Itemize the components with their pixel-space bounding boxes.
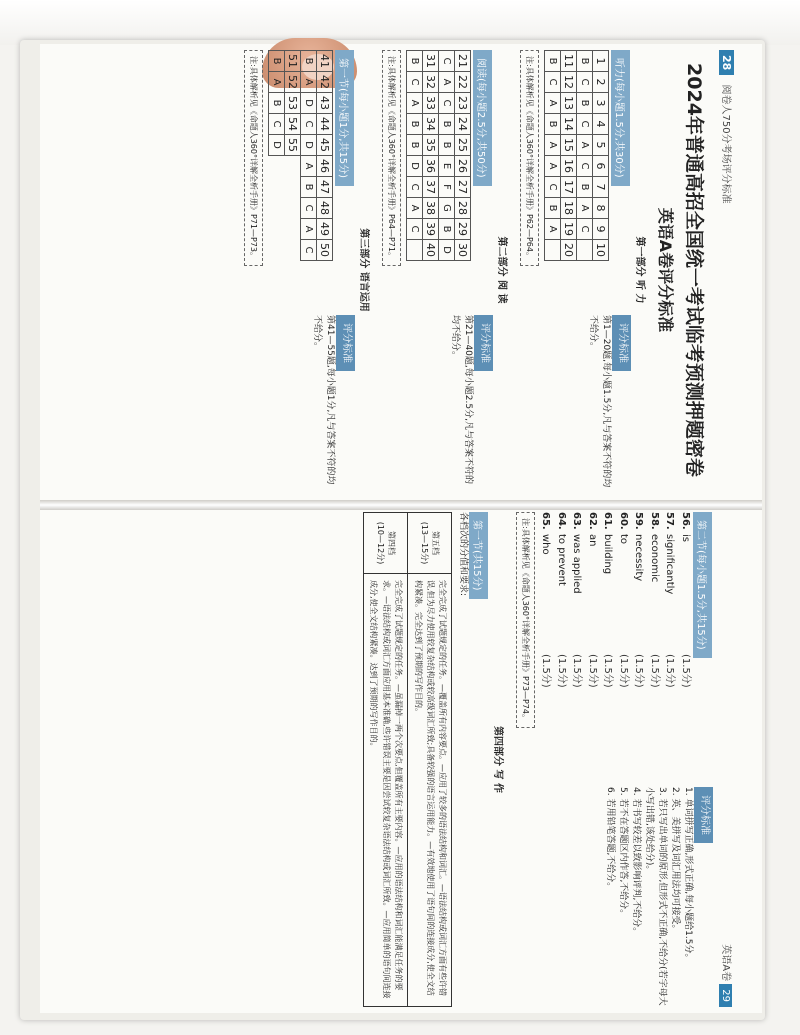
criteria-intro: 各档次的分值和要求: [458,512,468,597]
fill-in-answer-line [616,512,632,777]
answer-cell: A [545,93,561,114]
question-number: 64. [556,512,567,530]
answer-cell: A [545,156,561,177]
question-number: 56. [680,512,691,530]
question-number: 43 [317,93,333,114]
answer-cell: F [439,177,455,198]
answer-word: economic [649,534,660,583]
writing-section-bar: 第一节(共15分) [469,512,488,599]
fill-in-note: 注:具体解析见《命题人360°详解全析手册》P73—P74。 [516,512,535,728]
answer-points: (1.5分) [633,654,645,688]
scoring-rule: 2. 英、美拼写及词汇用法均可接受。 [670,787,681,934]
answer-cell: C [407,177,423,198]
answer-cell: A [301,72,317,93]
answer-cell: D [407,156,423,177]
fill-in-answer-line [647,512,663,777]
question-number: 49 [317,219,333,240]
question-number-row [593,51,609,261]
fill-in-answer-line [554,512,570,777]
answer-cell [577,240,593,261]
question-number: 9 [593,219,609,240]
answer-cell: B [577,93,593,114]
question-number: 21 [455,51,471,72]
answer-cell: B [269,93,285,114]
question-number: 6 [593,156,609,177]
question-number: 62. [587,512,598,530]
part2-bar: 阅读(每小题2.5分,共50分) [473,50,492,186]
answer-cell: C [545,72,561,93]
answer-cell: A [269,72,285,93]
answer-points: (1.5分) [649,654,660,688]
answer-cell: B [545,198,561,219]
part3-answer-table [268,50,333,261]
question-number: 59. [633,512,645,530]
part2-note: 注:具体解析见《命题人360°详解全析手册》P64—P71。 [382,50,401,266]
lower-running-head [719,512,735,1007]
question-number: 25 [455,135,471,156]
part1-bar: 听力(每小题1.5分,共30分) [611,50,630,186]
question-number: 54 [285,114,301,135]
answer-cell: B [407,51,423,72]
fill-in-rules [513,787,713,1007]
answer-points: (1.5分) [680,654,691,688]
answer-points: (1.5分) [540,654,552,688]
question-number: 40 [423,240,439,261]
question-number: 51 [285,51,301,72]
criteria-table [363,512,452,1007]
question-number: 11 [561,51,577,72]
answer-cell: D [439,240,455,261]
grade-label: 第四档 [386,531,396,555]
answer-cell: B [407,135,423,156]
question-number: 26 [455,156,471,177]
fill-in-answer-line [600,512,616,777]
upper-page-number: 28 [719,50,734,75]
question-number: 2 [593,72,609,93]
question-number: 58. [649,512,660,530]
part2-rule-column [379,315,493,490]
exam-title: 2024年普通高招全国统一考试临考预测押题密卷 [683,63,705,477]
fill-in-bar: 第二节(每小题1.5分,共15分) [693,512,712,658]
question-number: 36 [423,156,439,177]
answer-points: (1.5分) [602,654,614,688]
question-number: 48 [317,198,333,219]
part2-section [379,50,493,490]
criteria-text: 完全完成了试题规定的任务。—虽漏掉一两个次要点,但覆盖所有主要内容。—应用的语法结构和词汇能满足任务的要求。—语法结构或词汇方面应用基本准确,些许错误主要是因尝试较复杂语法结构或词汇所致。—应用简单的语句间连接成分,使全文结构紧凑。达到了预期的写作目的。 [369,580,404,999]
fill-in-answer-line [631,512,647,777]
question-number: 12 [561,72,577,93]
question-number: 44 [317,114,333,135]
question-number: 39 [423,219,439,240]
answer-points: (1.5分) [618,654,629,688]
answer-cell: C [301,198,317,219]
part2-heading: 第二部分 阅 读 [496,236,507,304]
answer-points: (1.5分) [664,654,676,688]
question-number: 27 [455,177,471,198]
answer-cell: D [269,135,285,156]
part3-note: 注:具体解析见《命题人360°详解全析手册》P71—P73。 [244,50,263,266]
part1-rule-column [517,315,631,490]
question-number: 28 [455,198,471,219]
question-number: 32 [423,72,439,93]
question-number: 23 [455,93,471,114]
question-number-row [455,51,471,261]
answer-row [407,51,423,261]
answer-row [545,51,561,261]
answer-word: who [540,534,552,555]
top-shadow [0,0,800,45]
question-number: 1 [593,51,609,72]
answer-cell: C [301,114,317,135]
part1-section [517,50,631,490]
answer-cell: A [407,198,423,219]
question-number: 13 [561,93,577,114]
grade-range: (10—12分) [375,521,385,565]
book-spine [40,500,762,510]
question-number: 37 [423,177,439,198]
question-number: 35 [423,135,439,156]
answer-word: an [587,534,598,547]
answer-points: (1.5分) [556,654,567,688]
part2-score-bar: 评分标准 [475,315,494,371]
answer-cell: D [301,93,317,114]
answer-word: is [680,534,691,542]
part3-score-bar: 评分标准 [337,315,356,371]
scoring-rule: 6. 若用铅笔答题,不给分。 [605,787,616,892]
answer-cell: B [577,51,593,72]
question-number: 4 [593,114,609,135]
answer-word: was applied [571,534,583,594]
fill-in-answer-line [585,512,601,777]
part3-rule: 第41—55题,每小题1分,凡与答案不符的均不给分。 [312,315,336,485]
answer-cell: A [407,93,423,114]
fill-in-answer-line [569,512,585,777]
question-number: 45 [317,135,333,156]
answer-cell: A [545,135,561,156]
part1-heading: 第一部分 听 力 [634,236,645,304]
answer-cell: C [577,219,593,240]
question-number: 29 [455,219,471,240]
lower-page-number: 29 [719,984,732,1007]
answer-cell: C [301,240,317,261]
question-number: 15 [561,135,577,156]
upper-page-content [45,50,735,490]
answer-row [439,51,455,261]
question-number: 61. [602,512,614,530]
part1-answer-table [544,50,609,261]
question-number: 47 [317,177,333,198]
part1-score-bar: 评分标准 [613,315,632,371]
lower-running-head-text: 英语A卷 [720,944,731,982]
part3-answer-column [241,50,355,305]
scoring-rule: 3. 若只写出单词的原形,但形式不正确,不给分(若字母大小写出错,该处给分)。 [644,787,668,1006]
question-number: 46 [317,156,333,177]
answer-cell: A [301,156,317,177]
part4-heading: 第四部分 写 作 [492,726,503,793]
question-number-row [423,51,439,261]
answer-points: (1.5分) [571,654,583,688]
upper-running-head [719,50,735,490]
criteria-row [407,513,451,1006]
answer-row [301,51,317,261]
question-number: 52 [285,72,301,93]
question-number: 18 [561,198,577,219]
answer-cell: B [301,51,317,72]
answer-row [577,51,593,261]
answer-word: to [618,534,629,545]
question-number: 38 [423,198,439,219]
question-number-row [317,51,333,261]
answer-cell: B [439,114,455,135]
answer-cell: C [407,219,423,240]
question-number: 55 [285,135,301,156]
question-number: 57. [664,512,676,530]
answer-cell [407,240,423,261]
fill-in-answer-line [662,512,678,777]
answer-cell: B [545,114,561,135]
answer-cell: C [577,114,593,135]
question-number: 10 [593,240,609,261]
question-number: 17 [561,177,577,198]
answer-cell: E [439,156,455,177]
upper-running-head-text: 阅卷人750分考场评分标准 [720,84,731,204]
criteria-row [364,513,407,1006]
fill-in-rule-list [603,787,694,1007]
answer-word: building [602,534,614,575]
answer-word: significantly [664,534,676,595]
answer-cell: A [439,72,455,93]
question-number: 53 [285,93,301,114]
answer-cell: B [545,51,561,72]
scoring-rule: 5. 若不在答题区内作答,不给分。 [618,787,629,919]
answer-cell: C [577,72,593,93]
grade-label: 第五档 [430,531,440,555]
answer-cell: C [439,51,455,72]
question-number: 31 [423,51,439,72]
question-number: 19 [561,219,577,240]
exam-subtitle: 英语A卷评分标准 [656,207,675,333]
fill-in-answer-line [678,512,694,777]
answer-cell: B [439,219,455,240]
fill-in-section [513,512,713,1007]
part3-rule-column [241,315,355,490]
lower-page-content [45,512,735,1007]
criteria-grade [408,513,451,574]
criteria-grade [364,513,407,574]
question-number: 20 [561,240,577,261]
answer-cell: B [301,177,317,198]
question-number: 22 [455,72,471,93]
fill-in-answer-line [538,512,554,777]
answer-word: to prevent [556,534,567,586]
question-number: 5 [593,135,609,156]
part1-answer-column [517,50,631,305]
answer-cell: B [407,114,423,135]
part3-bar: 第一节(每小题1分,共15分) [335,50,354,186]
answer-cell: A [545,219,561,240]
fill-in-answers [513,512,713,777]
part3-section [241,50,355,490]
answer-points: (1.5分) [587,654,598,688]
answer-cell: B [269,51,285,72]
question-number: 7 [593,177,609,198]
question-number: 65. [540,512,552,530]
answer-cell: C [269,114,285,135]
answer-word: necessity [633,534,645,582]
answer-cell: A [577,135,593,156]
question-number: 42 [317,72,333,93]
question-number: 24 [455,114,471,135]
question-number: 3 [593,93,609,114]
question-number: 60. [618,512,629,530]
answer-cell: G [439,198,455,219]
question-number: 14 [561,114,577,135]
grade-range: (13—15分) [419,521,429,565]
answer-cell: C [577,156,593,177]
answer-row [269,51,285,261]
part2-answer-column [379,50,493,305]
question-number: 30 [455,240,471,261]
question-number-row [561,51,577,261]
criteria-text: 完全完成了试题规定的任务。—覆盖所有内容要点。—应用了较多的语法结构和词汇。—语法结构或词汇方面有些许错误,但为尽力使用较复杂结构或较高级词汇所致;具备较强的语言运用能力。—有效地使用了语句间的连接成分,使全文结构紧凑。完全达到了预期的写作目的。 [413,580,448,996]
fill-in-answer-list [538,512,693,777]
question-number: 41 [317,51,333,72]
answer-cell: D [301,135,317,156]
part1-rule: 第1—20题,每小题1.5分,凡与答案不符的均不给分。 [588,315,612,488]
part3-heading: 第三部分 语言运用 [358,228,369,312]
question-number: 33 [423,93,439,114]
question-number: 8 [593,198,609,219]
scoring-rule: 1. 单词拼写正确,形式正确,每小题给1.5分。 [683,787,694,963]
answer-cell: B [577,177,593,198]
part1-note: 注:具体解析见《命题人360°详解全析手册》P62—P64。 [520,50,539,266]
part2-rule: 第21—40题,每小题2.5分,凡与答案不符的均不给分。 [450,315,474,484]
part2-answer-table [406,50,471,261]
question-number: 34 [423,114,439,135]
question-number: 63. [571,512,583,530]
question-number: 50 [317,240,333,261]
answer-cell: C [407,72,423,93]
answer-cell: A [301,219,317,240]
answer-cell [545,240,561,261]
answer-cell: C [545,177,561,198]
answer-cell: B [439,135,455,156]
fill-in-score-bar: 评分标准 [695,787,714,843]
answer-cell: A [577,198,593,219]
scoring-rule: 4. 若书写较差以致影响评判,不给分。 [631,787,642,937]
answer-cell: C [439,93,455,114]
question-number-row [285,51,301,261]
question-number: 16 [561,156,577,177]
